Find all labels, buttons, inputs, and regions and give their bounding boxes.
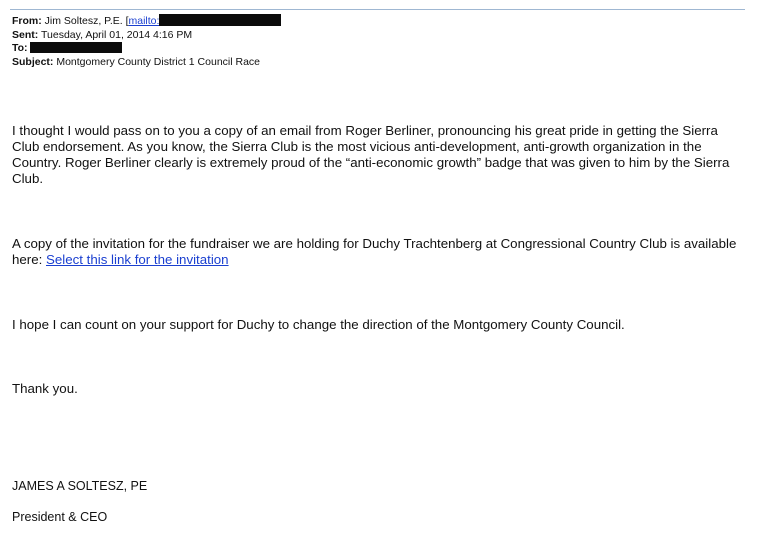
subject-row [12,56,281,70]
body-paragraph-3: I hope I can count on your support for Duchy to change the direction of the Montgomery County Council. [12,317,625,332]
from-mailto-link[interactable]: mailto: [128,15,160,27]
signature-title: President & CEO [12,510,108,524]
subject-value: Montgomery County District 1 Council Race [56,55,261,68]
redacted-email-block [159,14,281,26]
invitation-link[interactable]: Select this link for the invitation [46,252,229,267]
body-paragraph-1: I thought I would pass on to you a copy of an email from Roger Berliner, pronouncing his great pride in getting the Sierra Club endorsement. As you know, the Sierra Club is the most vicious anti-development, anti-growth organization in the Country. Roger Berliner clearly is extremely proud of the “anti-economic growth” badge that was given to him by the Sierra Club. [12,123,730,186]
paragraph-2-text: A copy of the invitation for the fundraiser we are holding for Duchy Trachtenberg at Congressional Country Club is available here: [12,236,737,267]
subject-label: Subject: [12,55,54,68]
from-value: Jim Soltesz, P.E. [ [44,15,129,27]
header-divider [10,9,745,10]
from-label: From: [12,15,42,27]
from-row [12,14,281,29]
sent-row [12,29,281,43]
signature-name: JAMES A SOLTESZ, PE [12,479,148,493]
closing-line: Thank you. [12,381,78,396]
body-paragraph-2 [12,236,747,268]
email-header [12,14,281,69]
sent-value: Tuesday, April 01, 2014 4:16 PM [40,28,193,41]
to-label: To: [12,42,28,55]
to-row [12,42,281,56]
redacted-recipient-block [30,42,122,53]
sent-label: Sent: [12,28,39,41]
